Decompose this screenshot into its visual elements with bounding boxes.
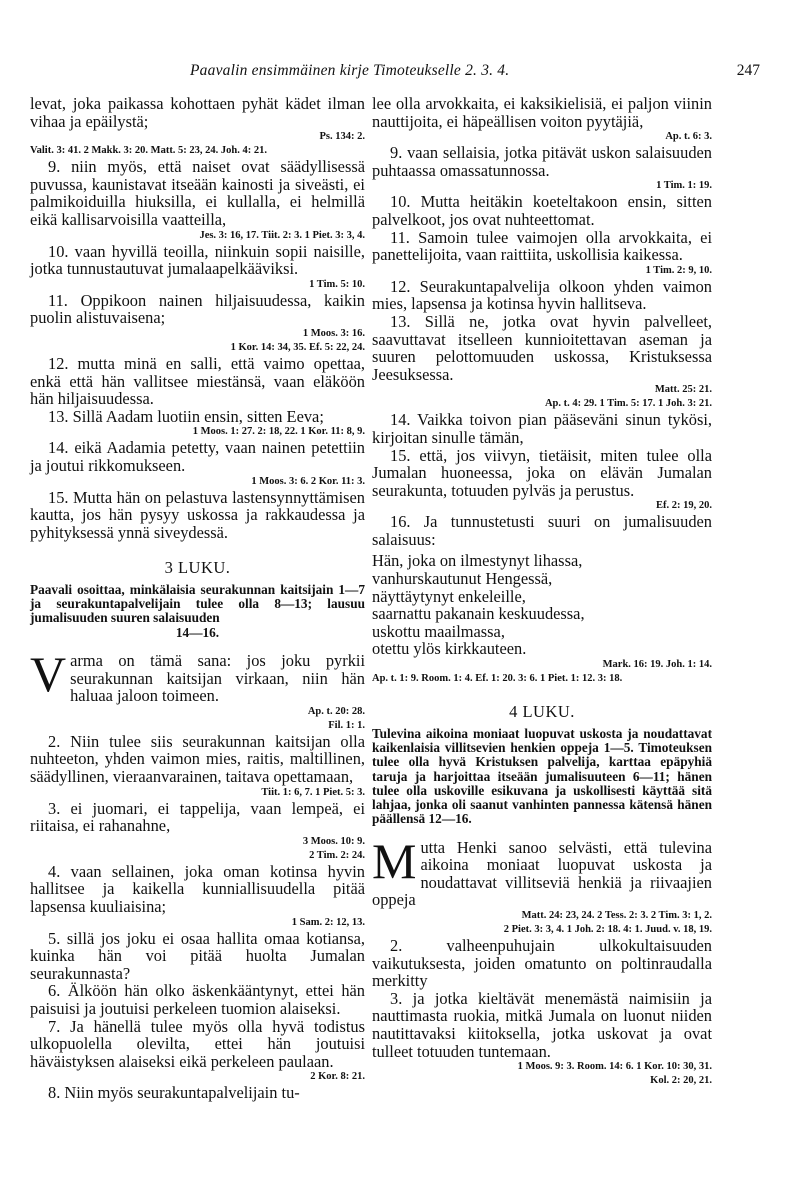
verse-text: 3. ei juomari, ei tappelija, vaan lempeä, ei riitaisa, ei rahanahne, <box>30 798 365 836</box>
cross-reference: 2 Piet. 3: 3, 4. 1 Joh. 2: 18. 4: 1. Juud. v. 18, 19. <box>503 924 712 936</box>
cross-reference: 1 Kor. 14: 34, 35. Ef. 5: 22, 24. <box>230 341 365 353</box>
cross-reference: 1 Sam. 2: 12, 13. <box>291 916 365 928</box>
cross-reference: Ap. t. 4: 29. 1 Tim. 5: 17. 1 Joh. 3: 21. <box>544 398 712 410</box>
cross-reference: 1 Moos. 9: 3. Room. 14: 6. 1 Kor. 10: 30, 31. <box>517 1061 712 1073</box>
chapter-summary-text: Paavali osoittaa, minkälaisia seurakunnan kaitsijain 1—7 ja seurakuntapalvelijain tulee olla 8—13; lausuu jumalisuuden suuren salaisuuden <box>30 581 365 626</box>
left-column <box>30 95 365 1102</box>
verse-text: 9. vaan sellaisia, jotka pitävät uskon salaisuuden puhtaassa omassatunnossa. <box>372 143 712 180</box>
cross-reference: 1 Moos. 1: 27. 2: 18, 22. 1 Kor. 11: 8, 9. <box>192 426 365 438</box>
cross-reference: Fil. 1: 1. <box>328 719 365 731</box>
cross-reference: Kol. 2: 20, 21. <box>650 1075 712 1087</box>
verse-text: 2. valheenpuhujain ulkokultaisuuden vaikutuksesta, joiden omatunto on poltinraudalla merkitty <box>372 936 712 991</box>
hymn-passage <box>372 552 712 658</box>
verse-text: 10. vaan hyvillä teoilla, niinkuin sopii naisille, jotka tunnustautuvat jumalaapelkääviksi. <box>30 241 365 279</box>
cross-reference: Ap. t. 6: 3. <box>665 131 712 143</box>
verse-text: 14. Vaikka toivon pian pääseväni sinun tykösi, kirjoitan sinulle tämän, <box>372 410 712 447</box>
verse-text: 14. eikä Aadamia petetty, vaan nainen petettiin ja joutui rikkomukseen. <box>30 438 365 475</box>
drop-cap: M <box>372 832 417 889</box>
verse-text: 4. vaan sellainen, joka oman kotinsa hyvin hallitsee ja kaikella kunniallisuudella pitää lapsensa kuuliaisina; <box>30 861 365 916</box>
chapter-heading: 4 LUKU. <box>509 702 575 722</box>
hymn-line: näyttäytynyt enkeleille, <box>372 586 526 606</box>
cross-reference: Valit. 3: 41. 2 Makk. 3: 20. Matt. 5: 23, 24. Joh. 4: 21. <box>30 145 268 157</box>
verse-body: utta Henki sanoo selvästi, että tulevina aikoina moniaat luopuvat uskosta ja noudattavat villitseviä henkiä ja riivaajien oppeja <box>372 837 712 910</box>
cross-reference: Matt. 24: 23, 24. 2 Tess. 2: 3. 2 Tim. 3: 1, 2. <box>521 910 712 922</box>
hymn-line: otettu ylös kirkkauteen. <box>372 639 527 659</box>
cross-reference: 1 Tim. 5: 10. <box>309 278 365 290</box>
right-column <box>372 95 712 1088</box>
page-header <box>30 62 760 84</box>
cross-reference: Matt. 25: 21. <box>654 384 712 396</box>
hymn-line: saarnattu pakanain keskuudessa, <box>372 604 585 624</box>
verse-text: 6. Älköön hän olko äskenkääntynyt, ettei hän paisuisi ja joutuisi perkeleen tuomion alaiseksi. <box>30 981 365 1018</box>
verse-text: levat, joka paikassa kohottaen pyhät kädet ilman vihaa ja epäilystä; <box>30 94 365 131</box>
verse-text: 7. Ja hänellä tulee myös olla hyvä todistus ulkopuolella olevilta, ettei hän joutuisi häväistyksen alaiseksi eikä perkeleen paulaan. <box>30 1016 365 1071</box>
cross-reference: Mark. 16: 19. Joh. 1: 14. <box>602 659 712 671</box>
cross-reference: Ps. 134: 2. <box>319 131 365 143</box>
verse-text: 2. Niin tulee siis seurakunnan kaitsijan olla nuhteeton, yhden vaimon mies, raitis, maltillinen, säädyllinen, vieraanvarainen, taitava opettamaan, <box>30 731 365 787</box>
running-title: Paavalin ensimmäinen kirje Timoteukselle 2. 3. 4. <box>190 62 510 79</box>
cross-reference: Ap. t. 20: 28. <box>307 705 365 717</box>
cross-reference: 1 Tim. 1: 19. <box>656 180 712 192</box>
verse-text: 5. sillä jos joku ei osaa hallita omaa kotiansa, kuinka hän voi pitää huolta Jumalan seurakunnasta? <box>30 928 365 983</box>
verse-text: 12. mutta minä en salli, että vaimo opettaa, enkä että hän vallitsee miestänsä, vaan eläköön hän hiljaisuudessa. <box>30 353 365 409</box>
chapter-summary: Tulevina aikoina moniaat luopuvat uskosta ja noudattavat kaikenlaisia villitsevien henkien oppeja 1—5. Timoteuksen tulee olla hyvä Kristuksen palvelija, karttaa epäpyhiä taruja ja harjoittaa itseään jumalisuuteen 6—11; hänen tulee olla uskoville esikuvana ja uskollisesti käyttää sitä lahjaa, jonka oli saanut vanhinten pannessa kätensä hänen päällensä 12—16. <box>372 725 712 827</box>
verse-text: 13. Sillä Aadam luotiin ensin, sitten Eeva; <box>48 406 324 426</box>
hymn-line: vanhurskautunut Hengessä, <box>372 569 553 589</box>
verse-text: 15. että, jos viivyn, tietäisit, miten tulee olla Jumalan huoneessa, joka on elävän Jumalan seurakunta, totuuden pylväs ja perustus. <box>372 445 712 500</box>
verse-text: lee olla arvokkaita, ei kaksikielisiä, ei paljon viinin nauttijoita, ei häpeällisen voiton pyytäjiä, <box>372 94 712 131</box>
cross-reference: 2 Kor. 8: 21. <box>310 1071 365 1083</box>
verse-text: 8. Niin myös seurakuntapalvelijain tu- <box>48 1083 300 1103</box>
page-number: 247 <box>736 62 760 79</box>
verse-text: 16. Ja tunnustetusti suuri on jumalisuuden salaisuus: <box>372 512 712 549</box>
cross-reference: 3 Moos. 10: 9. <box>302 835 365 847</box>
verse-text: 11. Samoin tulee vaimojen olla arvokkaita, ei panettelijoita, vaan raittiita, uskollisia kaikessa. <box>372 227 712 265</box>
drop-cap: V <box>30 646 67 703</box>
verse-text <box>30 646 365 706</box>
verse-text: 3. ja jotka kieltävät menemästä naimisiin ja nauttimasta ruokia, mitkä Jumala on luonut niiden nautittavaksi kiitoksella, jotka uskovat ja ovat tulleet totuuden tuntemaan. <box>372 988 712 1061</box>
cross-reference: 1 Moos. 3: 6. 2 Kor. 11: 3. <box>251 475 365 487</box>
hymn-line: uskottu maailmassa, <box>372 621 505 641</box>
verse-text: 13. Sillä ne, jotka ovat hyvin palvelleet, saavuttavat itselleen kunnioitettavan aseman ja suuren pelottomuuden uskossa, Kristuksessa Jeesuksessa. <box>372 311 712 384</box>
verse-text: 15. Mutta hän on pelastuva lastensynnyttämisen kautta, jos hän pysyy uskossa ja rakkaudessa ja pyhityksessä ynnä siveydessä. <box>30 487 365 542</box>
cross-reference: 1 Moos. 3: 16. <box>302 327 365 339</box>
verse-body: arma on tämä sana: jos joku pyrkii seurakunnan kaitsijan virkaan, niin hän haluaa jaloon toimeen. <box>70 651 365 706</box>
cross-reference: Ef. 2: 19, 20. <box>656 500 712 512</box>
verse-text: 10. Mutta heitäkin koeteltakoon ensin, sitten palvelkoot, jos ovat nuhteettomat. <box>372 192 712 229</box>
hymn-line: Hän, joka on ilmestynyt lihassa, <box>372 551 583 571</box>
chapter-summary <box>30 583 365 640</box>
verse-text: 12. Seurakuntapalvelija olkoon yhden vaimon mies, lapsensa ja kotinsa hyvin hallitseva. <box>372 276 712 314</box>
cross-reference: Tiit. 1: 6, 7. 1 Piet. 5: 3. <box>261 786 365 798</box>
verse-text: 9. niin myös, että naiset ovat säädyllisessä puvussa, kaunistavat itseään kainosti ja siveästi, ei palmikoiduilla hiuksilla, ei kullalla, ei helmillä eikä kallisarvoisilla vaatteilla, <box>30 157 365 229</box>
cross-reference: 1 Tim. 2: 9, 10. <box>645 264 712 276</box>
chapter-summary-end: 14—16. <box>175 624 220 640</box>
cross-reference: Jes. 3: 16, 17. Tiit. 2: 3. 1 Piet. 3: 3, 4. <box>199 229 365 241</box>
verse-text <box>372 832 712 910</box>
cross-reference: Ap. t. 1: 9. Room. 1: 4. Ef. 1: 20. 3: 6. 1 Piet. 1: 12. 3: 18. <box>372 673 623 685</box>
chapter-heading: 3 LUKU. <box>164 558 231 578</box>
cross-reference: 2 Tim. 2: 24. <box>309 849 365 861</box>
verse-text: 11. Oppikoon nainen hiljaisuudessa, kaikin puolin alistuvaisena; <box>30 290 365 328</box>
